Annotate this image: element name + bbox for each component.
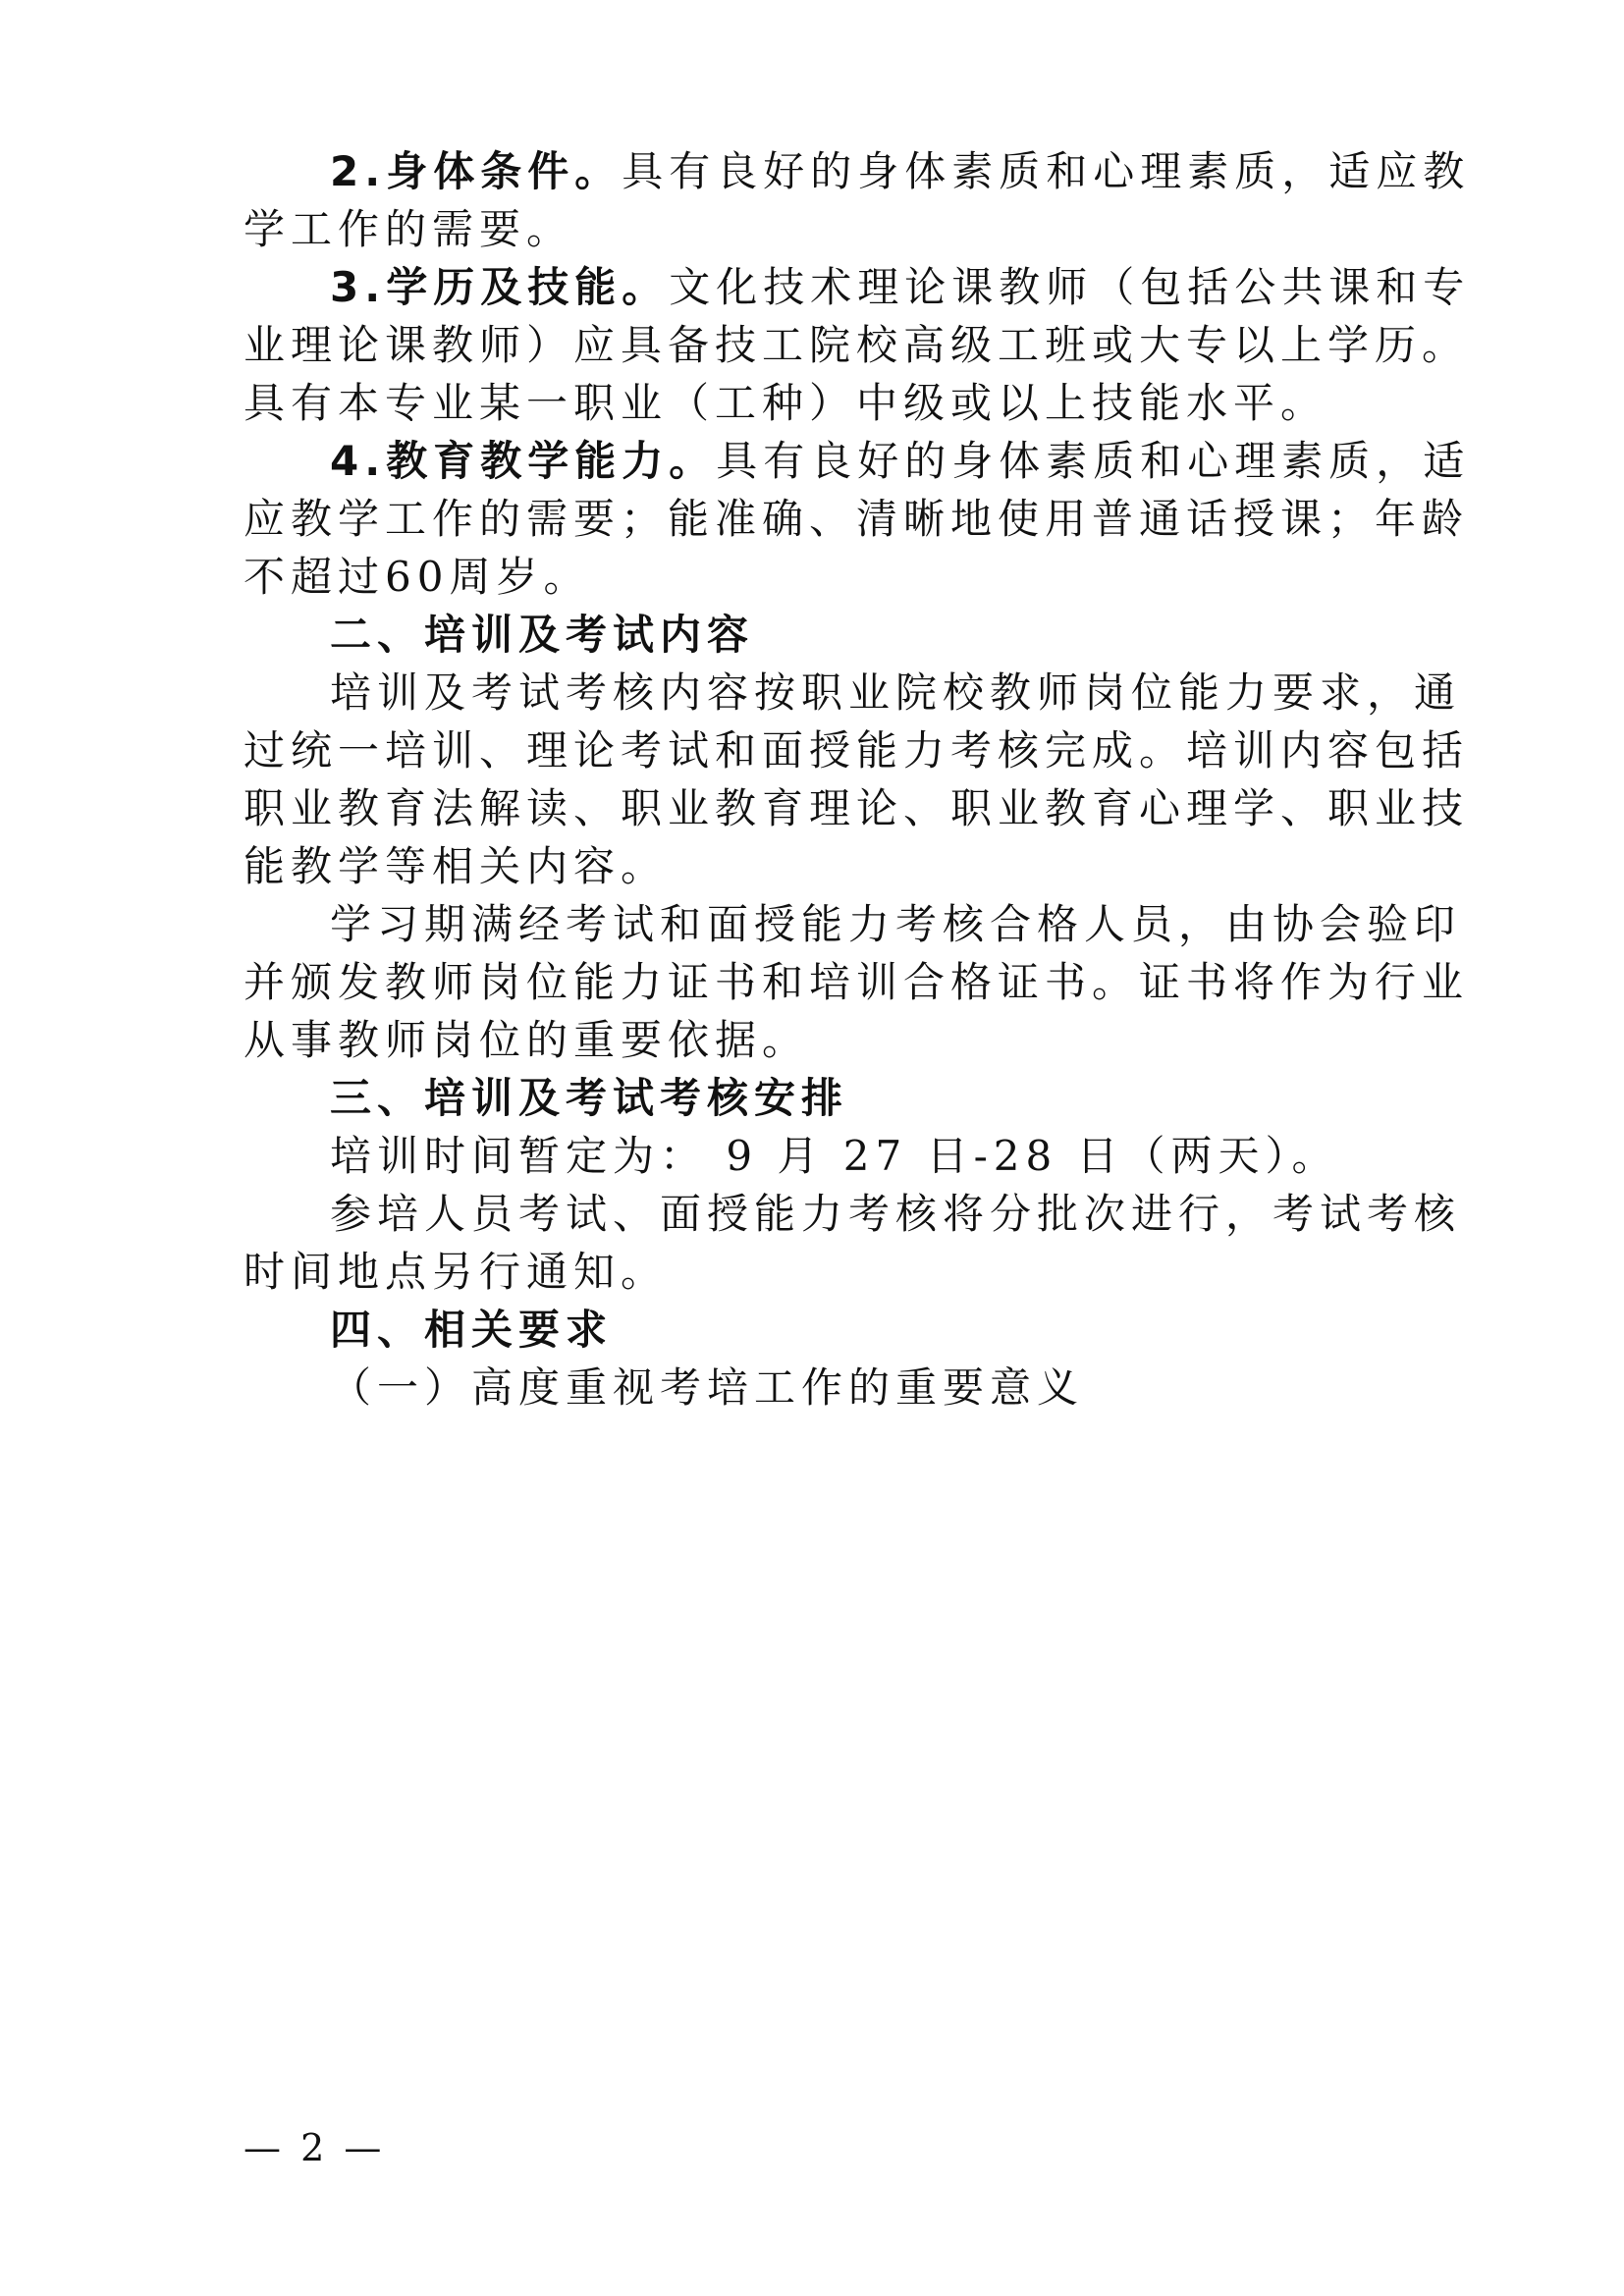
item-4-title: 教育教学能力。 [386, 437, 717, 485]
section-3-heading: 三、培训及考试考核安排 [330, 1074, 849, 1122]
item-3-text-1: 文化技术理论课教师（包括公共课和专 [669, 263, 1471, 311]
section-2-paragraph-1-line-1: 培训及考试考核内容按职业院校教师岗位能力要求，通 [330, 668, 1462, 717]
page-number: — 2 — [244, 2126, 386, 2169]
item-2-text-1: 具有良好的身体素质和心理素质，适应教 [622, 147, 1471, 195]
item-3-number: 3. [330, 263, 387, 311]
item-4-number: 4. [330, 437, 387, 485]
item-4-text-1: 具有良好的身体素质和心理素质，适 [716, 437, 1471, 485]
item-3-line-2: 业理论课教师）应具备技工院校高级工班或大专以上学历。 [244, 321, 1470, 369]
item-4-line-2: 应教学工作的需要；能准确、清晰地使用普通话授课；年龄 [244, 495, 1470, 543]
section-3-paragraph-1-line-1: 培训时间暂定为： 9 月 27 日-28 日（两天）。 [330, 1132, 1339, 1180]
section-4-subheading: （一）高度重视考培工作的重要意义 [330, 1363, 1085, 1412]
section-2-paragraph-2-line-3: 从事教师岗位的重要依据。 [244, 1016, 810, 1064]
section-2-paragraph-2-line-2: 并颁发教师岗位能力证书和培训合格证书。证书将作为行业 [244, 958, 1470, 1006]
item-4-line-3: 不超过60周岁。 [244, 553, 591, 601]
section-2-paragraph-1-line-4: 能教学等相关内容。 [244, 842, 669, 890]
item-2-title: 身体条件。 [386, 147, 623, 195]
section-2-paragraph-2-line-1: 学习期满经考试和面授能力考核合格人员，由协会验印 [330, 900, 1462, 948]
item-2-number: 2. [330, 147, 387, 195]
item-3-title: 学历及技能。 [386, 263, 670, 311]
item-2-line-2: 学工作的需要。 [244, 205, 574, 253]
section-3-paragraph-2-line-1: 参培人员考试、面授能力考核将分批次进行，考试考核 [330, 1190, 1462, 1238]
section-2-paragraph-1-line-3: 职业教育法解读、职业教育理论、职业教育心理学、职业技 [244, 784, 1470, 832]
section-3-paragraph-2-line-2: 时间地点另行通知。 [244, 1248, 669, 1296]
item-3-line-3: 具有本专业某一职业（工种）中级或以上技能水平。 [244, 379, 1328, 427]
section-2-paragraph-1-line-2: 过统一培训、理论考试和面授能力考核完成。培训内容包括 [244, 726, 1470, 774]
section-4-heading: 四、相关要求 [330, 1306, 614, 1354]
section-2-heading: 二、培训及考试内容 [330, 611, 755, 659]
